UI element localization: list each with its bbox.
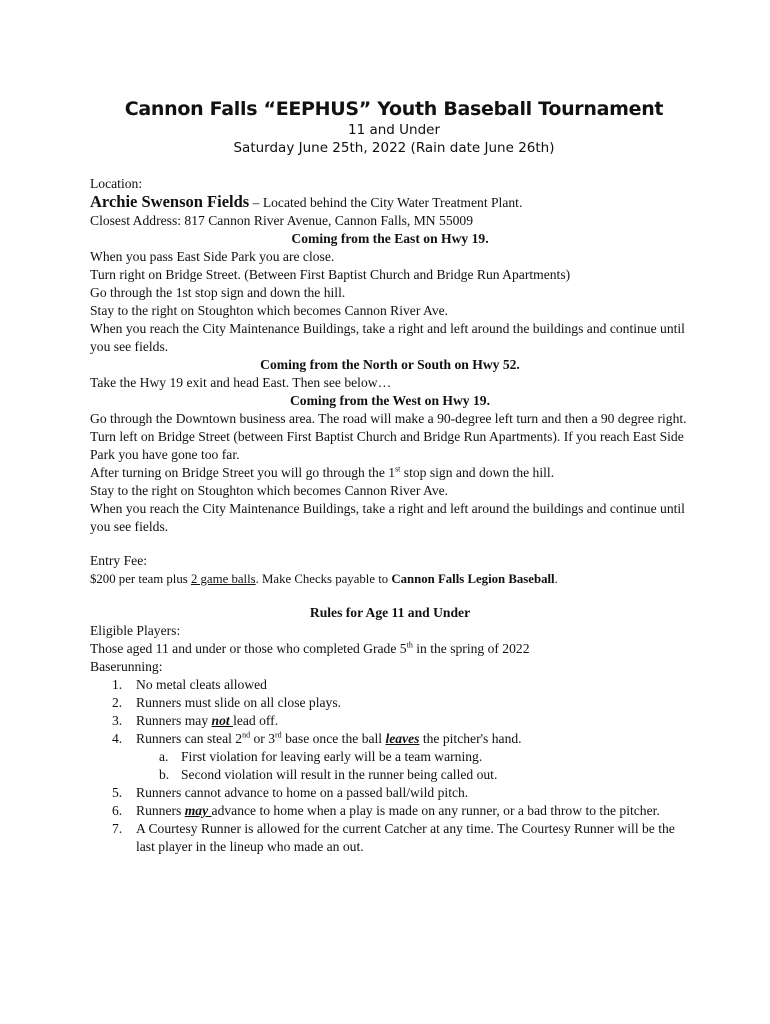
east-direction: Go through the 1st stop sign and down the hill. [90, 285, 346, 300]
east-direction: When you pass East Side Park you are close. [90, 249, 335, 264]
west-direction: Turn left on Bridge Street (between First Baptist Church and Bridge Run Apartments). If you reach East Side Park you have gone too far. [90, 429, 684, 462]
list-item: 1. No metal cleats allowed [112, 677, 267, 692]
entry-fee-text: $200 per team plus 2 game balls. Make Checks payable to Cannon Falls Legion Baseball. [90, 572, 558, 586]
east-direction: When you reach the City Maintenance Buildings, take a right and left around the buildings and continue until you see fields. [90, 321, 685, 354]
north-south-heading: Coming from the North or South on Hwy 52. [260, 357, 520, 372]
list-item: 7. A Courtesy Runner is allowed for the current Catcher at any time. The Courtesy Runner will be the last player in the lineup who made an out. [112, 821, 675, 854]
division-label: 11 and Under [347, 122, 441, 138]
list-item: 3. Runners may not lead off. [112, 713, 279, 728]
east-direction: Stay to the right on Stoughton which becomes Cannon River Ave. [90, 303, 449, 318]
west-direction: Go through the Downtown business area. The road will make a 90-degree left turn and then a 90 degree right. [90, 411, 687, 426]
east-heading: Coming from the East on Hwy 19. [291, 231, 489, 246]
eligible-text: Those aged 11 and under or those who completed Grade 5th in the spring of 2022 [90, 640, 530, 656]
baserunning-rules-list [90, 676, 690, 856]
east-direction: Turn right on Bridge Street. (Between First Baptist Church and Bridge Run Apartments) [90, 267, 571, 282]
eligible-label: Eligible Players: [90, 623, 181, 638]
venue-line [90, 193, 690, 212]
venue-name: Archie Swenson Fields [90, 192, 250, 211]
tournament-date: Saturday June 25th, 2022 (Rain date June 26th) [233, 140, 555, 156]
baserunning-label: Baserunning: [90, 659, 163, 674]
page-title: Cannon Falls “EEPHUS” Youth Baseball Tournament [124, 98, 664, 120]
entry-fee-label: Entry Fee: [90, 553, 148, 568]
steal-violation-list [136, 748, 690, 784]
document-page [90, 97, 690, 856]
list-item: b. Second violation will result in the runner being called out. [159, 767, 498, 782]
location-label: Location: [90, 176, 143, 191]
west-heading: Coming from the West on Hwy 19. [289, 393, 490, 408]
venue-note: – Located behind the City Water Treatment Plant. [249, 195, 523, 210]
west-direction: When you reach the City Maintenance Buildings, take a right and left around the buildings and continue until you see fields. [90, 501, 685, 534]
north-south-direction: Take the Hwy 19 exit and head East. Then see below… [90, 375, 392, 390]
list-item: 2. Runners must slide on all close plays. [112, 695, 342, 710]
list-item: a. First violation for leaving early will be a team warning. [159, 749, 483, 764]
west-direction: After turning on Bridge Street you will go through the 1st stop sign and down the hill. [90, 464, 555, 480]
list-item: 6. Runners may advance to home when a play is made on any runner, or a bad throw to the pitcher. [112, 803, 660, 818]
venue-address: Closest Address: 817 Cannon River Avenue, Cannon Falls, MN 55009 [90, 213, 474, 228]
rules-heading: Rules for Age 11 and Under [309, 605, 471, 620]
west-direction: Stay to the right on Stoughton which becomes Cannon River Ave. [90, 483, 449, 498]
list-item: 4. Runners can steal 2nd or 3rd base once the ball leaves the pitcher's hand. a. First violation for leaving early will be a team warning. b. Second violation will result in the runner being called out. [90, 730, 690, 784]
list-item: 5. Runners cannot advance to home on a passed ball/wild pitch. [112, 785, 469, 800]
